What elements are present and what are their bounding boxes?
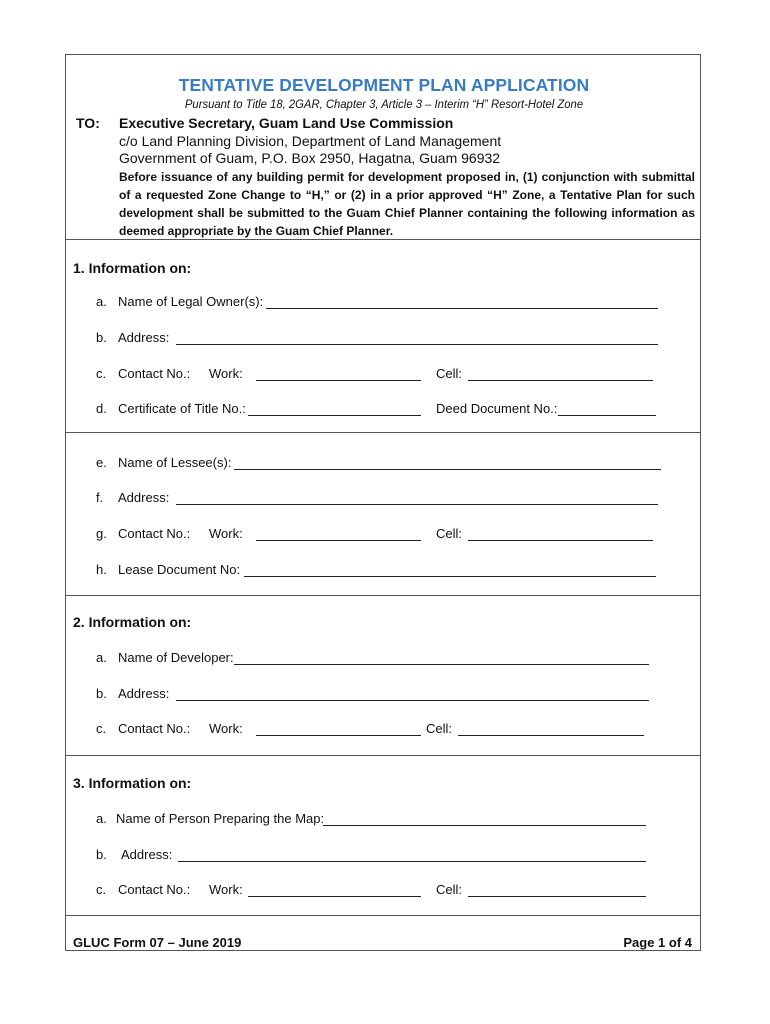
- section-3-title: 3. Information on:: [73, 775, 192, 791]
- developer-contact-label: Contact No.:: [118, 721, 191, 736]
- developer-address-field[interactable]: [176, 700, 649, 701]
- divider: [66, 432, 700, 433]
- form-title: TENTATIVE DEVELOPMENT PLAN APPLICATION: [178, 75, 590, 95]
- letter-2a: a.: [96, 650, 107, 665]
- lessee-cell-field[interactable]: [468, 540, 653, 541]
- letter-1g: g.: [96, 526, 107, 541]
- letter-3c: c.: [96, 882, 107, 897]
- letter-1c: c.: [96, 366, 107, 381]
- developer-work-field[interactable]: [256, 735, 421, 736]
- map-preparer-field[interactable]: [323, 825, 646, 826]
- legal-owner-label: Name of Legal Owner(s):: [118, 294, 264, 309]
- addressee-line-3: Government of Guam, P.O. Box 2950, Hagatna, Guam 96932: [119, 150, 501, 166]
- lessee-work-label: Work:: [209, 526, 243, 541]
- letter-2c: c.: [96, 721, 107, 736]
- lease-doc-field[interactable]: [244, 576, 656, 577]
- to-label: TO:: [76, 115, 100, 131]
- deed-no-label: Deed Document No.:: [436, 401, 558, 416]
- owner-work-label: Work:: [209, 366, 243, 381]
- divider: [66, 755, 700, 756]
- preparer-contact-label: Contact No.:: [118, 882, 191, 897]
- owner-cell-field[interactable]: [468, 380, 653, 381]
- developer-cell-label: Cell:: [426, 721, 453, 736]
- form-id: GLUC Form 07 – June 2019: [73, 935, 242, 950]
- lease-doc-label: Lease Document No:: [118, 562, 241, 577]
- section-2-title: 2. Information on:: [73, 614, 192, 630]
- developer-name-label: Name of Developer:: [118, 650, 234, 665]
- preparer-work-label: Work:: [209, 882, 243, 897]
- preparer-work-field[interactable]: [248, 896, 421, 897]
- preparer-cell-label: Cell:: [436, 882, 463, 897]
- letter-2b: b.: [96, 686, 107, 701]
- lessee-work-field[interactable]: [256, 540, 421, 541]
- letter-3b: b.: [96, 847, 107, 862]
- owner-contact-label: Contact No.:: [118, 366, 191, 381]
- addressee-line-1: Executive Secretary, Guam Land Use Commission: [119, 115, 454, 131]
- developer-work-label: Work:: [209, 721, 243, 736]
- letter-1e: e.: [96, 455, 107, 470]
- section-1-title: 1. Information on:: [73, 260, 192, 276]
- form-page: [65, 54, 701, 951]
- deed-no-field[interactable]: [558, 415, 656, 416]
- owner-address-label: Address:: [118, 330, 170, 345]
- lessee-name-label: Name of Lessee(s):: [118, 455, 232, 470]
- title-no-field[interactable]: [248, 415, 421, 416]
- letter-1h: h.: [96, 562, 107, 577]
- intro-paragraph: Before issuance of any building permit for development proposed in, (1) conjunction with submittal of a requested Zone Change to “H,” or (2) in a prior approved “H” Zone, a Tentative Plan for such development shall be submitted to the Guam Chief Planner containing the following information as deemed appropriate by the Guam Chief Planner.: [119, 170, 695, 238]
- map-preparer-label: Name of Person Preparing the Map:: [116, 811, 325, 826]
- divider: [66, 915, 700, 916]
- owner-work-field[interactable]: [256, 380, 421, 381]
- developer-address-label: Address:: [118, 686, 170, 701]
- owner-cell-label: Cell:: [436, 366, 463, 381]
- developer-name-field[interactable]: [234, 664, 649, 665]
- lessee-address-label: Address:: [118, 490, 170, 505]
- letter-1f: f.: [96, 490, 104, 505]
- title-no-label: Certificate of Title No.:: [118, 401, 246, 416]
- page-number: Page 1 of 4: [623, 935, 692, 950]
- lessee-cell-label: Cell:: [436, 526, 463, 541]
- divider: [66, 239, 700, 240]
- letter-1b: b.: [96, 330, 107, 345]
- legal-owner-field[interactable]: [266, 308, 658, 309]
- developer-cell-field[interactable]: [458, 735, 644, 736]
- preparer-cell-field[interactable]: [468, 896, 646, 897]
- lessee-name-field[interactable]: [234, 469, 661, 470]
- divider: [66, 595, 700, 596]
- letter-1d: d.: [96, 401, 107, 416]
- owner-address-field[interactable]: [176, 344, 658, 345]
- lessee-address-field[interactable]: [176, 504, 658, 505]
- lessee-contact-label: Contact No.:: [118, 526, 191, 541]
- letter-1a: a.: [96, 294, 107, 309]
- preparer-address-field[interactable]: [178, 861, 646, 862]
- form-subtitle: Pursuant to Title 18, 2GAR, Chapter 3, Article 3 – Interim “H” Resort-Hotel Zone: [184, 97, 584, 111]
- preparer-address-label: Address:: [121, 847, 173, 862]
- addressee-line-2: c/o Land Planning Division, Department of Land Management: [119, 133, 502, 149]
- letter-3a: a.: [96, 811, 107, 826]
